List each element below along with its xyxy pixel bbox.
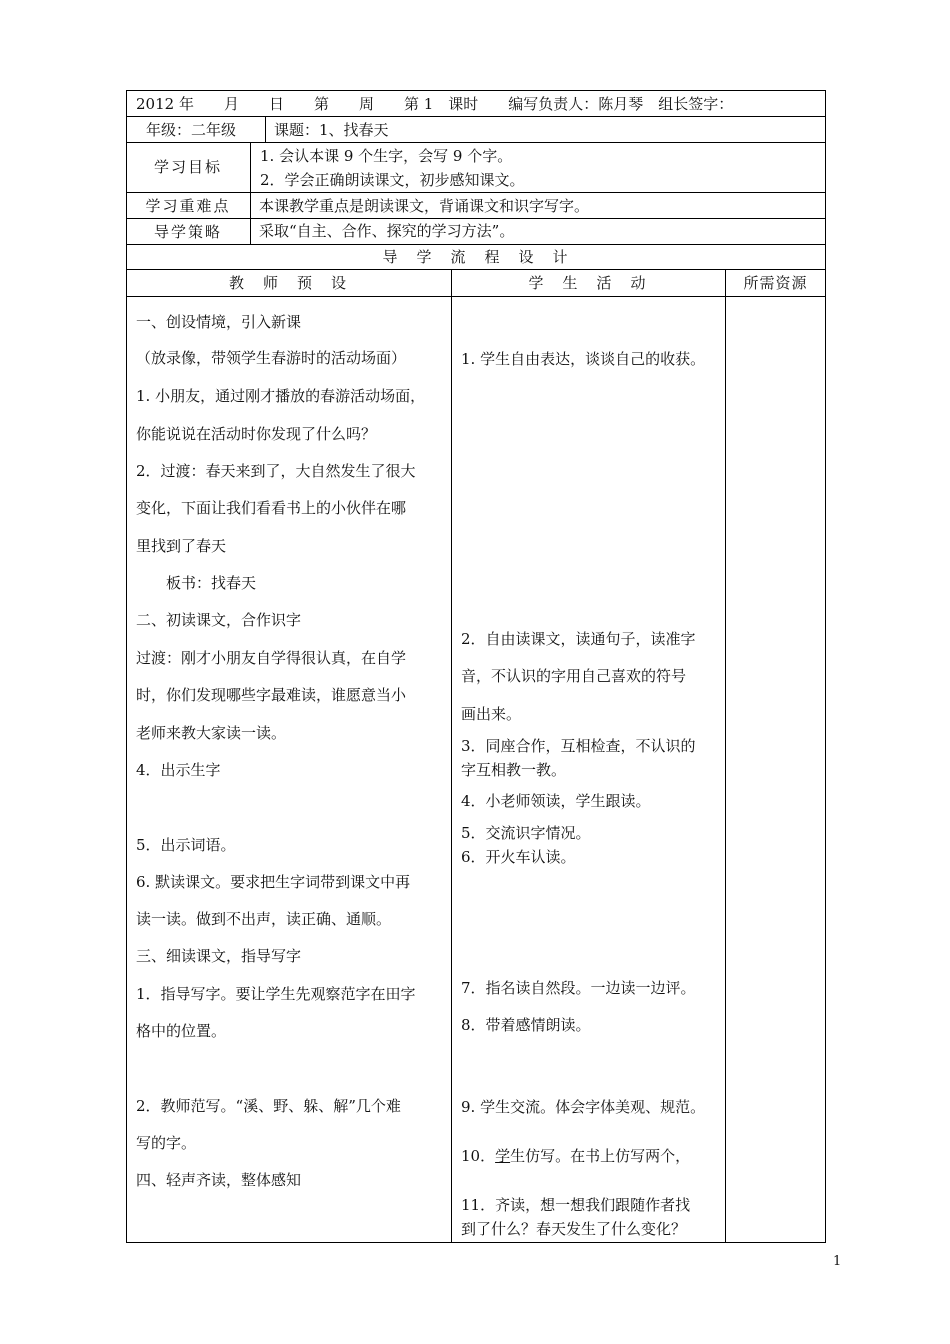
row-divider [126, 116, 826, 117]
student-line: 3．同座合作，互相检查，不认识的 [461, 737, 696, 755]
difficulty-label: 学习重难点 [145, 197, 231, 215]
col-divider [451, 269, 452, 1243]
teacher-line: 写的字。 [136, 1134, 197, 1152]
teacher-line: 读一读。做到不出声，读正确、通顺。 [136, 910, 392, 928]
student-line: 画出来。 [461, 705, 522, 723]
teacher-line: 你能说说在活动时你发现了什么吗？ [136, 425, 377, 443]
teacher-line: 变化，下面让我们看看书上的小伙伴在哪 [136, 499, 407, 517]
teacher-line: 板书：找春天 [136, 574, 257, 592]
lesson-topic: 课题：1、找春天 [274, 121, 389, 139]
row-divider [126, 218, 826, 219]
teacher-line: 1．指导写字。要让学生先观察范字在田字 [136, 985, 416, 1003]
header-info-line: 2012 年 月 日 第 周 第 1 课时 编写负责人：陈月琴 组长签字： [136, 95, 734, 113]
goal-item: 1. 会认本课 9 个生字，会写 9 个字。 [260, 147, 513, 165]
student-line: 2．自由读课文，读通句子，读准字 [461, 630, 696, 648]
difficulty-text: 本课教学重点是朗读课文，背诵课文和识字写字。 [259, 197, 590, 215]
page-number: 1 [833, 1254, 842, 1269]
student-line: 音，不认识的字用自己喜欢的符号 [461, 667, 687, 685]
student-line: 11．齐读，想一想我们跟随作者找 [461, 1196, 691, 1214]
student-line: 10．学生仿写。在书上仿写两个， [461, 1147, 691, 1165]
resources-column-header: 所需资源 [743, 274, 808, 292]
student-line: 8．带着感情朗读。 [461, 1016, 591, 1034]
strategy-text: 采取“自主、合作、探究的学习方法”。 [259, 222, 515, 240]
student-line: 6．开火车认读。 [461, 848, 576, 866]
student-line: 到了什么？春天发生了什么变化？ [461, 1220, 687, 1238]
teacher-line: 二、初读课文，合作识字 [136, 611, 302, 629]
teacher-line: 老师来教大家读一读。 [136, 724, 287, 742]
teacher-line: 一、创设情境，引入新课 [136, 313, 302, 331]
teacher-line: （放录像，带领学生春游时的活动场面） [136, 349, 407, 367]
row-divider [126, 269, 826, 270]
student-line: 7．指名读自然段。一边读一边评。 [461, 979, 696, 997]
teacher-line: 三、细读课文，指导写字 [136, 947, 302, 965]
underlined-char: 学 [495, 1147, 511, 1165]
goals-label: 学习目标 [153, 158, 222, 176]
student-line: 5．交流识字情况。 [461, 824, 591, 842]
student-line: 1. 学生自由表达，谈谈自己的收获。 [461, 350, 706, 368]
row-divider [126, 296, 826, 297]
goal-item: 2．学会正确朗读课文，初步感知课文。 [260, 171, 525, 189]
teacher-column-header: 教 师 预 设 [228, 274, 348, 292]
row-divider [126, 244, 826, 245]
grade-label: 年级：二年级 [146, 121, 237, 139]
teacher-line: 5．出示词语。 [136, 836, 236, 854]
teacher-line: 2．过渡：春天来到了，大自然发生了很大 [136, 462, 416, 480]
student-line: 9. 学生交流。体会字体美观、规范。 [461, 1098, 706, 1116]
student-line: 字互相教一教。 [461, 761, 567, 779]
row-divider [126, 142, 826, 143]
teacher-line: 6. 默读课文。要求把生字词带到课文中再 [136, 873, 411, 891]
col-divider [250, 142, 251, 244]
col-divider [265, 116, 266, 142]
student-line: 4．小老师领读，学生跟读。 [461, 792, 651, 810]
teacher-line: 里找到了春天 [136, 537, 227, 555]
row-divider [126, 192, 826, 193]
teacher-line: 4．出示生字 [136, 761, 221, 779]
flow-design-title: 导 学 流 程 设 计 [382, 248, 570, 266]
teacher-line: 时，你们发现哪些字最难读，谁愿意当小 [136, 686, 407, 704]
teacher-line: 2．教师范写。“溪、野、躲、解”几个难 [136, 1097, 401, 1115]
student-column-header: 学 生 活 动 [528, 274, 648, 292]
col-divider [725, 269, 726, 1243]
teacher-line: 过渡：刚才小朋友自学得很认真，在自学 [136, 649, 407, 667]
teacher-line: 1. 小朋友，通过刚才播放的春游活动场面， [136, 387, 426, 405]
strategy-label: 导学策略 [153, 223, 222, 241]
teacher-line: 四、轻声齐读，整体感知 [136, 1171, 302, 1189]
teacher-line: 格中的位置。 [136, 1022, 227, 1040]
